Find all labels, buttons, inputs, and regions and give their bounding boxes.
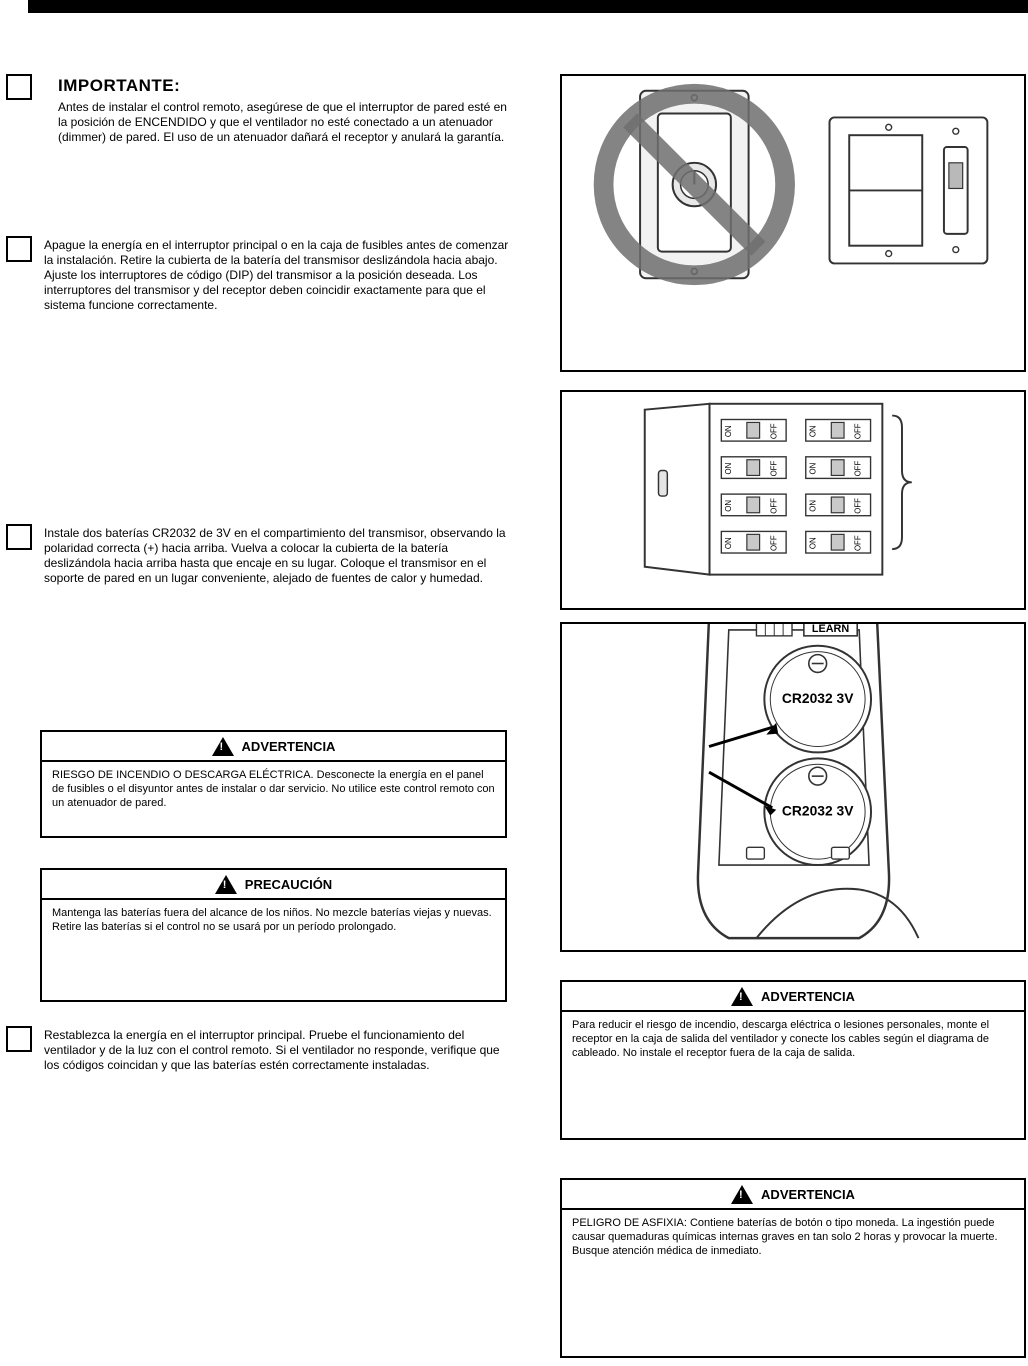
- left-warning-2-text: Mantenga las baterías fuera del alcance de los niños. No mezcle baterías viejas y nuevas. Retire las baterías si el control no se usará por un período prolongado.: [52, 907, 495, 933]
- left-warning-2-title: PRECAUCIÓN: [244, 876, 333, 892]
- step-marker-2: [6, 236, 32, 262]
- warning-triangle-icon: [731, 1185, 753, 1204]
- left-warning-panel-1: [40, 730, 507, 838]
- step-3-text: Instale dos baterías CR2032 de 3V en el compartimiento del transmisor, observando la polaridad correcta (+) hacia arriba. Vuelva a colocar la cubierta de la batería deslizándola hacia arriba hasta que encaje en su lugar. Coloque el transmisor en el soporte de pared en un lugar conveniente, alejado de fuentes de calor y humedad.: [44, 526, 509, 585]
- right-warning-2-text: PELIGRO DE ASFIXIA: Contiene baterías de botón o tipo moneda. La ingestión puede causar quemaduras químicas internas graves en tan solo 2 horas y provocar la muerte. Busque atención médica de inmediato.: [572, 1217, 1001, 1257]
- svg-text:ON: ON: [808, 500, 818, 512]
- warning-triangle-icon: [212, 737, 234, 756]
- svg-text:OFF: OFF: [853, 460, 863, 477]
- dimmer-prohibited-illustration: [562, 76, 1024, 370]
- step-1-text: Antes de instalar el control remoto, asegúrese de que el interruptor de pared esté en la posición de ENCENDIDO y que el ventilador no esté conectado a un atenuador (dimmer) de pared. El uso de un atenuador dañará el receptor y anulará la garantía.: [58, 100, 511, 144]
- right-warning-1-text: Para reducir el riesgo de incendio, descarga eléctrica o lesiones personales, monte el receptor en la caja de salida del ventilador y conecte los cables según el diagrama de cableado. No instale el receptor fuera de la caja de salida.: [572, 1019, 993, 1059]
- dimmer-prohibited-figure: [560, 74, 1026, 372]
- important-heading: IMPORTANTE:: [58, 76, 181, 95]
- svg-text:OFF: OFF: [853, 535, 863, 552]
- svg-text:OFF: OFF: [769, 423, 779, 440]
- left-warning-1-header: [42, 732, 505, 762]
- svg-text:OFF: OFF: [853, 498, 863, 514]
- svg-text:ON: ON: [724, 425, 734, 438]
- svg-text:ON: ON: [724, 537, 734, 550]
- top-rule: [28, 0, 1028, 13]
- svg-text:ON: ON: [724, 462, 734, 475]
- right-warning-1-title: ADVERTENCIA: [761, 988, 855, 1004]
- battery-2-label: CR2032 3V: [781, 802, 854, 819]
- step-4-text: Restablezca la energía en el interruptor principal. Pruebe el funcionamiento del ventilador y de la luz con el control remoto. Si el ventilador no responde, verifique que los códigos coincidan y que las baterías estén correctamente instaladas.: [44, 1028, 503, 1072]
- warning-triangle-icon: [731, 987, 753, 1006]
- svg-text:ON: ON: [808, 537, 818, 550]
- svg-text:ON: ON: [808, 425, 818, 438]
- dip-switch-illustration: [562, 392, 1024, 608]
- svg-text:OFF: OFF: [769, 498, 779, 514]
- battery-compartment-illustration: [562, 624, 1024, 950]
- left-warning-1-text: RIESGO DE INCENDIO O DESCARGA ELÉCTRICA. Desconecte la energía en el panel de fusibles o el disyuntor antes de instalar o dar servicio. No utilice este control remoto con un atenuador de pared.: [52, 769, 498, 809]
- svg-text:OFF: OFF: [853, 423, 863, 440]
- step-marker-3: [6, 524, 32, 550]
- left-warning-1-title: ADVERTENCIA: [241, 738, 336, 754]
- battery-1-label: CR2032 3V: [781, 690, 854, 707]
- right-warning-1-header: [562, 982, 1024, 1012]
- svg-text:OFF: OFF: [769, 460, 779, 477]
- svg-text:OFF: OFF: [769, 535, 779, 552]
- learn-button-label: LEARN: [811, 624, 850, 635]
- step-2-text: Apague la energía en el interruptor principal o en la caja de fusibles antes de comenzar la instalación. Retire la cubierta de la batería del transmisor deslizándola hacia abajo. Ajuste los interruptores de código (DIP) del transmisor a la posición deseada. Los interruptores del transmisor y del receptor deben coincidir exactamente para que el sistema funcione correctamente.: [44, 238, 512, 312]
- right-warning-panel-1: [560, 980, 1026, 1140]
- step-marker-4: [6, 1026, 32, 1052]
- right-warning-2-header: [562, 1180, 1024, 1210]
- dip-switch-figure: [560, 390, 1026, 610]
- left-warning-panel-2: [40, 868, 507, 1002]
- svg-text:ON: ON: [724, 500, 734, 512]
- caution-triangle-icon: [215, 875, 237, 894]
- step-marker-1: [6, 74, 32, 100]
- right-warning-2-title: ADVERTENCIA: [761, 1186, 855, 1202]
- svg-text:ON: ON: [808, 462, 818, 475]
- left-warning-2-header: [42, 870, 505, 900]
- right-warning-panel-2: [560, 1178, 1026, 1358]
- battery-compartment-figure: [560, 622, 1026, 952]
